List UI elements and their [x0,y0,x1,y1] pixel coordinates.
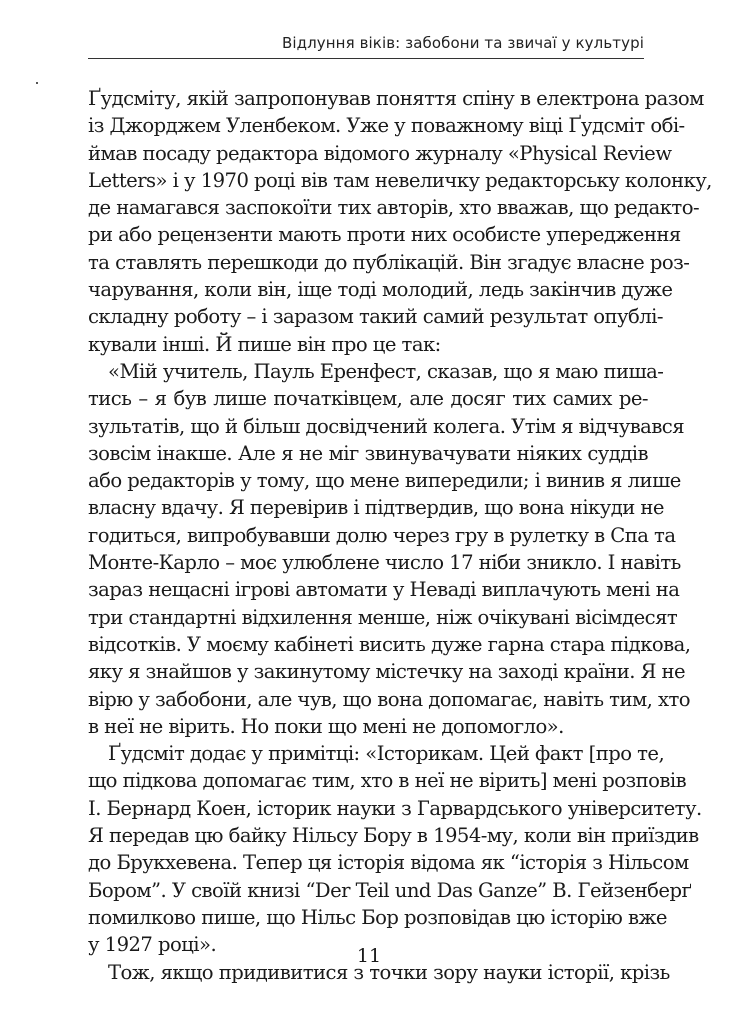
text-line: Ґудсміту, якій запропонував поняття спіну в електрона разом [88,87,704,110]
header-rule [88,58,644,59]
text-line: до Брукхевена. Тепер ця історія відома як “історія з Нільсом [88,851,689,875]
text-line: зараз нещасні ігрові автомати у Неваді виплачують мені на [88,578,680,602]
text-line: тись – я був лише початківцем, але досяг тих самих ре- [88,387,648,411]
text-line: чарування, коли він, іще тоді молодий, ледь закінчив дуже [88,278,673,302]
running-header-title: Відлуння віків: забобони та звичаї у культурі [281,34,644,52]
text-line: «Мій учитель, Пауль Еренфест, сказав, що я маю пиша- [108,359,664,383]
text-line: Бором”. У своїй книзі “Der Teil und Das Ganze” В. Гейзенберґ [88,878,692,902]
text-line: складну роботу – і заразом такий самий результат опублі- [88,305,663,329]
text-line: Тож, якщо придивитися з точки зору науки історії, крізь [108,960,670,984]
text-line: де намагався заспокоїти тих авторів, хто вважав, що редакто- [88,196,700,220]
page-number: 11 [356,945,382,967]
text-line: відсотків. У моєму кабінеті висить дуже гарна стара підкова, [88,632,691,656]
text-line: ймав посаду редактора відомого журналу «Physical Review [88,141,672,165]
text-line: зовсім інакше. Але я не міг звинувачувати ніяких суддів [88,441,648,465]
text-line: Letters» і у 1970 році вів там невеличку редакторську колонку, [88,168,712,192]
text-line: що підкова допомагає тим, хто в неї не вірить] мені розповів [88,769,687,793]
text-line: ри або рецензенти мають проти них особисте упередження [88,223,681,247]
text-line: три стандартні відхилення менше, ніж очікувані вісімдесят [88,605,678,629]
text-line: яку я знайшов у закинутому містечку на заході країни. Я не [88,660,686,684]
text-line: зультатів, що й більш досвідчений колега. Утім я відчувався [88,414,685,438]
text-line: помилково пише, що Нільс Бор розповідав цю історію вже [88,905,667,929]
text-line: із Джорджем Уленбеком. Уже у поважному віці Ґудсміт обі- [88,114,685,138]
text-line: кували інші. Й пише він про це так: [88,332,441,356]
margin-mark [36,82,38,84]
text-line: І. Бернард Коен, історик науки з Гарвардського університету. [88,796,702,820]
text-line: в неї не вірить. Но поки що мені не допомогло». [88,714,564,738]
text-line: власну вдачу. Я перевірив і підтвердив, що вона нікуди не [88,496,664,520]
text-line: або редакторів у тому, що мене випередили; і винив я лише [88,469,681,493]
text-line: у 1927 році». [88,933,217,957]
text-line: Ґудсміт додає у примітці: «Історикам. Цей факт [про те, [108,742,665,766]
text-line: годиться, випробувавши долю через гру в рулетку в Спа та [88,523,676,547]
text-line: Монте-Карло – моє улюблене число 17 ніби зникло. І навіть [88,551,681,575]
body-text [88,85,712,986]
text-line: та ставлять перешкоди до публікацій. Він згадує власне роз- [88,250,690,274]
text-line: вірю у забобони, але чув, що вона допомагає, навіть тим, хто [88,687,691,711]
text-line: Я передав цю байку Нільсу Бору в 1954-му, коли він приїздив [88,824,699,848]
